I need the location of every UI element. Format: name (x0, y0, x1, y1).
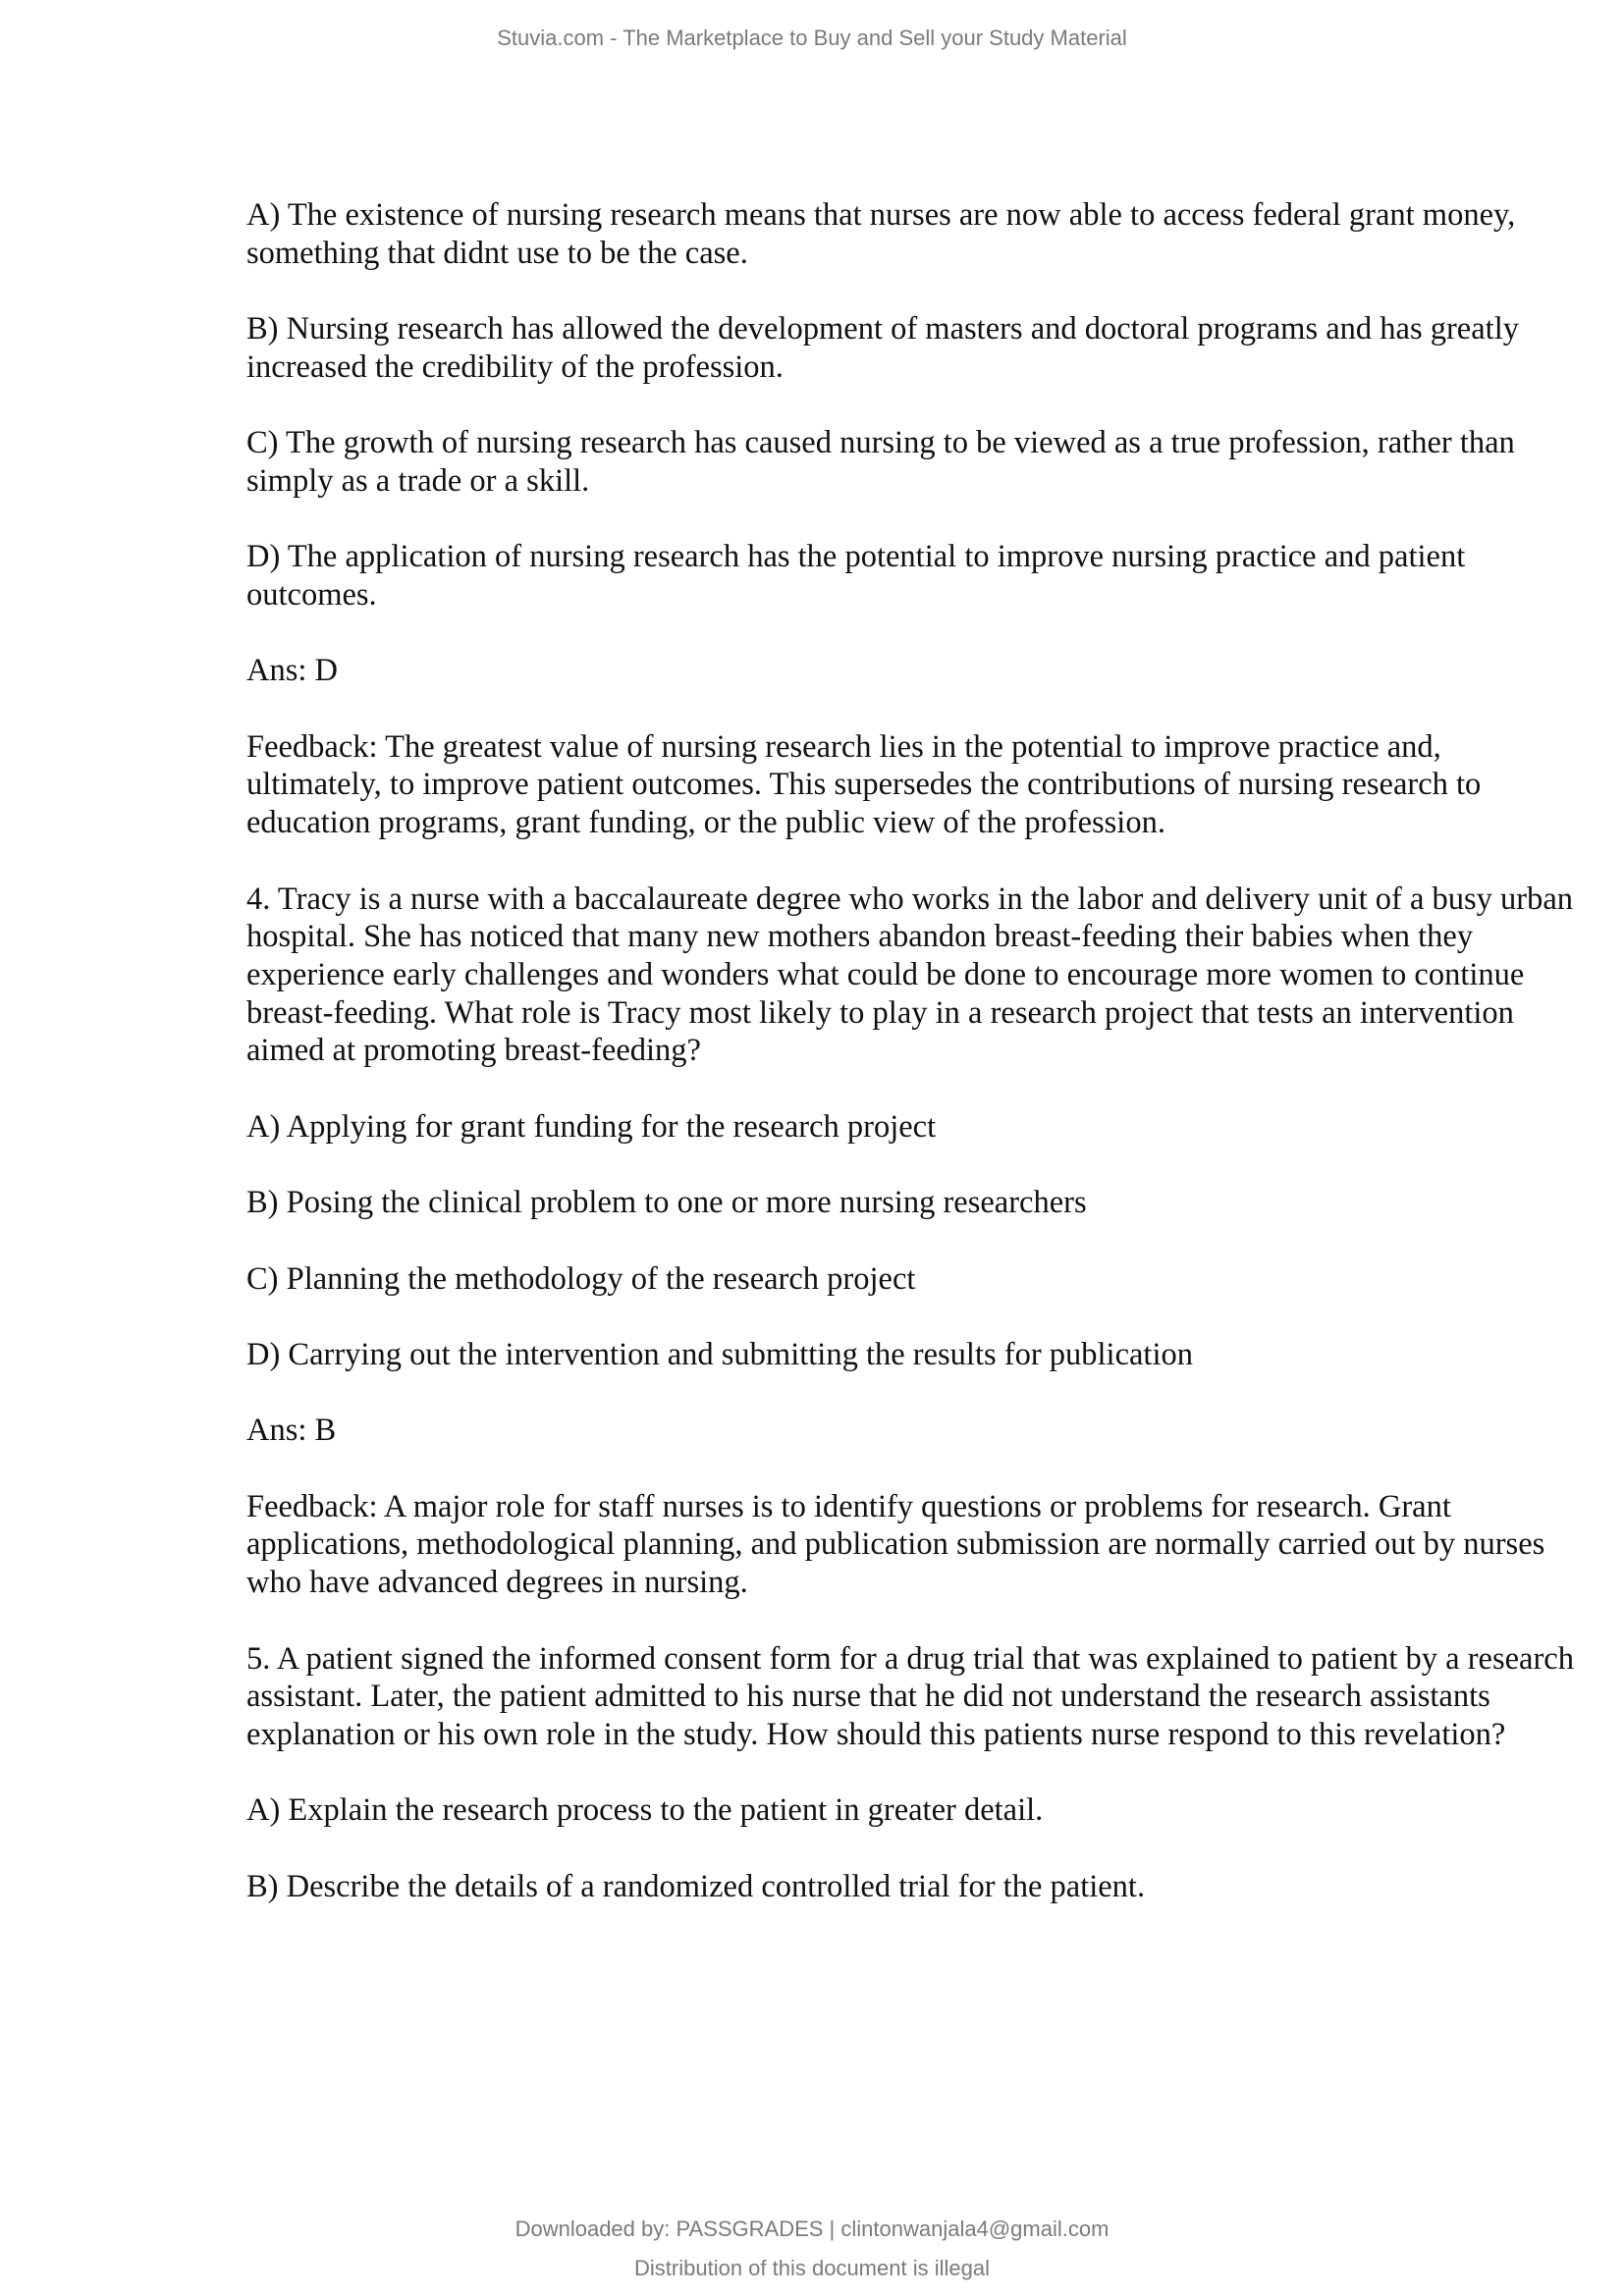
option-c-q3: C) The growth of nursing research has caused nursing to be viewed as a true profession, rather than simply as a trade or a skill. (246, 425, 1515, 499)
option-b-q4: B) Posing the clinical problem to one or more nursing researchers (246, 1185, 1087, 1221)
question-5: 5. A patient signed the informed consent form for a drug trial that was explained to patient by a research assistant. Later, the patient admitted to his nurse that he did not understand the research assistants explanation or his own role in the study. How should this patients nurse respond to this revelation? (246, 1640, 1574, 1752)
question-4: 4. Tracy is a nurse with a baccalaureate degree who works in the labor and delivery unit of a busy urban hospital. She has noticed that many new mothers abandon breast-feeding their babies when they experience early challenges and wonders what could be done to encourage more women to continue breast-feeding. What role is Tracy most likely to play in a research project that tests an intervention aimed at promoting breast-feeding? (246, 881, 1574, 1069)
option-c-q4: C) Planning the methodology of the research project (246, 1260, 916, 1297)
feedback-q4: Feedback: A major role for staff nurses is to identify questions or problems for research. Grant applications, methodological planning, and publication submission are normally carried out by nurses who have advanced degrees in nursing. (246, 1488, 1545, 1601)
feedback-q3: Feedback: The greatest value of nursing research lies in the potential to improve practice and, ultimately, to improve patient outcomes. This supersedes the contributions of nursing research to education programs, grant funding, or the public view of the profession. (246, 728, 1482, 841)
footer-distribution-notice: Distribution of this document is illegal (634, 2256, 990, 2280)
answer-q3: Ans: D (246, 653, 338, 689)
option-b-q3: B) Nursing research has allowed the development of masters and doctoral programs and has greatly increased the credibility of the profession. (246, 311, 1519, 385)
option-a-q3: A) The existence of nursing research means that nurses are now able to access federal grant money, something that didnt use to be the case. (246, 197, 1516, 271)
footer-downloaded-by: Downloaded by: PASSGRADES | clintonwanjala4@gmail.com (514, 2216, 1110, 2241)
page-header: Stuvia.com - The Marketplace to Buy and Sell your Study Material (497, 26, 1127, 50)
option-d-q4: D) Carrying out the intervention and submitting the results for publication (246, 1336, 1193, 1372)
document-body (246, 196, 1577, 1944)
option-a-q5: A) Explain the research process to the patient in greater detail. (246, 1792, 1044, 1829)
option-b-q5: B) Describe the details of a randomized controlled trial for the patient. (246, 1868, 1146, 1904)
option-a-q4: A) Applying for grant funding for the research project (246, 1108, 937, 1145)
option-d-q3: D) The application of nursing research has the potential to improve nursing practice and patient outcomes. (246, 539, 1466, 613)
page-footer (0, 2210, 1624, 2288)
answer-q4: Ans: B (246, 1413, 337, 1449)
